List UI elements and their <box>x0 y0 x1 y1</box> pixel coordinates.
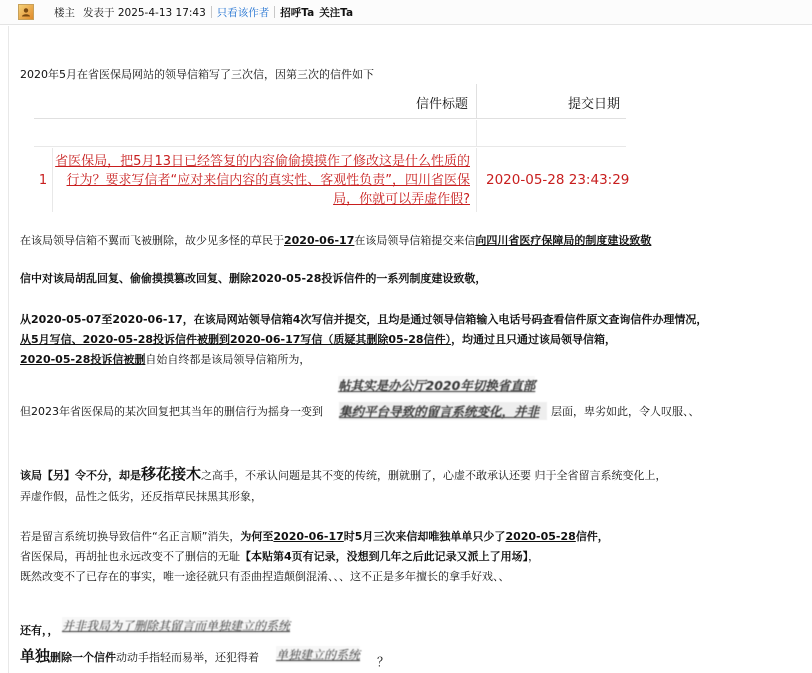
text-span: 若是留言系统切换导致信件“名正言顺”消失， <box>20 530 241 543</box>
text-span: ， <box>528 550 540 563</box>
header-divider <box>211 6 212 18</box>
letters-table-spacer <box>34 120 626 147</box>
paragraph-4-tail: 层面，卑劣如此，令人叹服、、 <box>551 405 700 418</box>
date-highlight: 2020-06-17 <box>284 234 355 247</box>
content-left-border <box>8 26 9 673</box>
text-span: 在该局领导信箱不翼而飞被删除，故少见多怪的草民于 <box>20 234 284 247</box>
post-timestamp: 发表于 2025-4-13 17:43 <box>83 6 206 19</box>
emphasis-text: 单独 <box>20 647 51 665</box>
text-span: 从5月写信、2020-05-28投诉信件被删到2020-06-17写信（质疑其删除05-28信件） <box>20 333 452 346</box>
paragraph-2: 信中对该局胡乱回复、偷偷摸摸篡改回复、删除2020-05-28投诉信件的一系列制度建设致敬， <box>20 272 487 285</box>
quoted-image-snippet: 集约平台导致的留言系统变化，并非 <box>339 402 547 420</box>
paragraph-6-line-1 <box>20 530 609 544</box>
spacer-cell <box>34 120 477 146</box>
row-number: 1 <box>34 148 53 212</box>
author-role: 楼主 <box>54 6 75 19</box>
paragraph-5-line-1 <box>20 467 667 483</box>
paragraph-5-line-2: 弄虚作假，品性之低劣，还反指草民抹黑其形象， <box>20 490 262 503</box>
text-span: 时5月三次来信却唯独单单只少了 <box>343 530 506 543</box>
text-span: 但2023年省医保局的某次回复把其当年的删信行为摇身一变到 <box>20 405 323 418</box>
user-avatar-icon[interactable] <box>18 4 34 20</box>
post-intro: 2020年5月在省医保局网站的领导信箱写了三次信，因第三次的信件如下 <box>20 68 374 81</box>
paragraph-6-line-3: 既然改变不了已存在的事实，唯一途径就只有歪曲捏造颠倒混淆、、、这不正是多年擅长的拿手好戏、、 <box>20 570 510 583</box>
text-span: 省医保局，再胡扯也永远改变不了删信的无耻 <box>20 550 240 563</box>
text-span: 2020-05-28投诉信被删 <box>20 353 146 366</box>
post-header <box>0 0 812 25</box>
column-date-label: 提交日期 <box>567 97 620 112</box>
emphasis-text: 移花接木 <box>141 465 202 483</box>
paragraph-1 <box>20 234 651 248</box>
text-span: 该局【另】令不分，却是 <box>20 469 141 482</box>
text-span: 【本贴第4页有记录，没想到几年之后此记录又派上了用场】 <box>240 550 529 563</box>
table-row <box>34 148 630 212</box>
text-span: 自始自终都是该局领导信箱所为， <box>145 353 311 366</box>
paragraph-3-line-1: 从2020-05-07至2020-06-17，在该局网站领导信箱4次写信并提交，且均是通过领导信箱输入电话号码查看信件原文查询信件办理情况， <box>20 313 708 326</box>
paragraph-3-line-2 <box>20 333 616 347</box>
column-title-label: 信件标题 <box>415 97 468 112</box>
text-span: 删除一个信件 <box>50 651 117 664</box>
letter-date: 2020-05-28 23:43:29 <box>486 172 630 188</box>
date-highlight: 2020-06-17 <box>273 530 344 543</box>
header-cell-title <box>34 84 477 118</box>
text-span: 为何至 <box>240 530 274 543</box>
text-span: 在该局领导信箱提交来信 <box>354 234 476 247</box>
letters-table-header <box>34 84 626 119</box>
follow-link[interactable]: 关注Ta <box>319 6 354 19</box>
quoted-image-snippet: 单独建立的系统 <box>276 648 361 662</box>
only-author-link[interactable]: 只看该作者 <box>216 6 270 19</box>
date-highlight: 2020-05-28 <box>505 530 576 543</box>
letter-title-link[interactable]: 省医保局，把5月13日已经答复的内容偷偷摸摸作了修改这是什么性质的行为？要求写信者“应对来信内容的真实性、客观性负责”，四川省医保局，你就可以弄虚作假? <box>55 154 470 207</box>
text-span: 之高手，不承认问题是其不变的传统，删就删了，心虚不敢承认还要 归于全省留言系统变化上， <box>201 469 667 482</box>
text-span: 信件， <box>575 530 609 543</box>
paragraph-7: 还有，， <box>20 624 59 637</box>
letter-subject-highlight: 向四川省医疗保障局的制度建设致敬 <box>475 234 652 247</box>
paragraph-6-line-2 <box>20 550 539 564</box>
row-title-cell <box>53 148 477 212</box>
text-span: 动动手指轻而易举，还犯得着 <box>116 651 260 664</box>
greet-link[interactable]: 招呼Ta <box>280 6 315 19</box>
question-mark: ？ <box>377 655 390 669</box>
paragraph-4 <box>20 405 323 419</box>
quoted-image-snippet: 并非我局为了删除其留言而单独建立的系统 <box>62 619 291 633</box>
quoted-image-snippet: 帖其实是办公厅2020年切换省直部 <box>338 378 536 393</box>
text-span: ，均通过且只通过该局领导信箱， <box>451 333 617 346</box>
header-divider <box>274 6 275 18</box>
paragraph-8 <box>20 649 259 665</box>
paragraph-3-line-3 <box>20 353 310 367</box>
